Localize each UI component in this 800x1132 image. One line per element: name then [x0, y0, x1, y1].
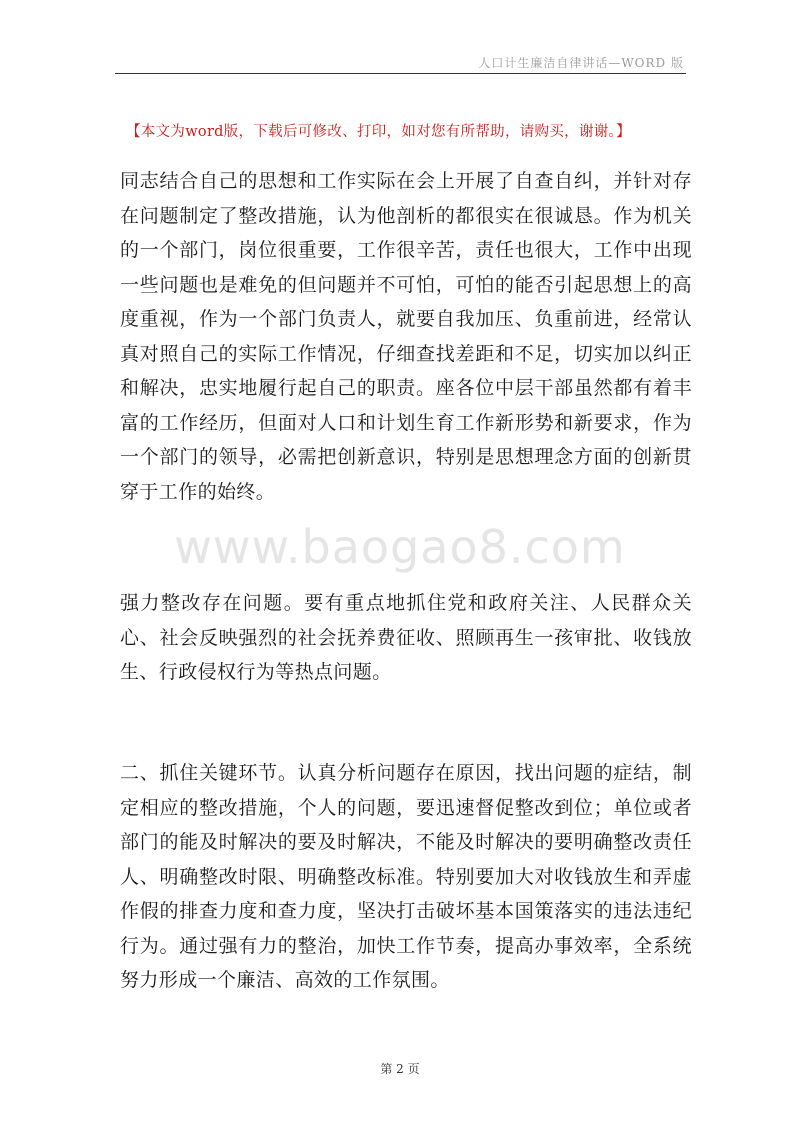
paragraph-self-inspection: 同志结合自己的思想和工作实际在会上开展了自查自纠，并针对存在问题制定了整改措施，认为他剖析的都很实在很诚恳。作为机关的一个部门，岗位很重要，工作很辛苦，责任也很大，工作中出现一些问题也是难免的但问题并不可怕，可怕的能否引起思想上的高度重视，作为一个部门负责人，就要自我加压、负重前进，经常认真对照自己的实际工作情况，仔细查找差距和不足，切实加以纠正和解决，忠实地履行起自己的职责。座各位中层干部虽然都有着丰富的工作经历，但面对人口和计划生育工作新形势和新要求，作为一个部门的领导，必需把创新意识，特别是思想理念方面的创新贯穿于工作的始终。	[120, 170, 692, 503]
watermark: www.baogao8.com	[174, 520, 626, 574]
paragraph-rectify-problems: 强力整改存在问题。要有重点地抓住党和政府关注、人民群众关心、社会反映强烈的社会抚养费征收、照顾再生一孩审批、收钱放生、行政侵权行为等热点问题。	[120, 592, 692, 683]
page-number: 第 2 页	[380, 1062, 420, 1076]
header-divider	[115, 73, 686, 74]
download-notice: 【本文为word版，下载后可修改、打印，如对您有所帮助，请购买，谢谢。】	[126, 124, 631, 140]
paragraph-key-links: 二、抓住关键环节。认真分析问题存在原因，找出问题的症结，制定相应的整改措施，个人的问题，要迅速督促整改到位；单位或者部门的能及时解决的要及时解决，不能及时解决的要明确整改责任人、明确整改时限、明确整改标准。特别要加大对收钱放生和弄虚作假的排查力度和查力度，坚决打击破坏基本国策落实的违法违纪行为。通过强有力的整治，加快工作节奏，提高办事效率，全系统努力形成一个廉洁、高效的工作氛围。	[120, 762, 692, 991]
header-title: 人口计生廉洁自律讲话—WORD 版	[478, 56, 684, 70]
